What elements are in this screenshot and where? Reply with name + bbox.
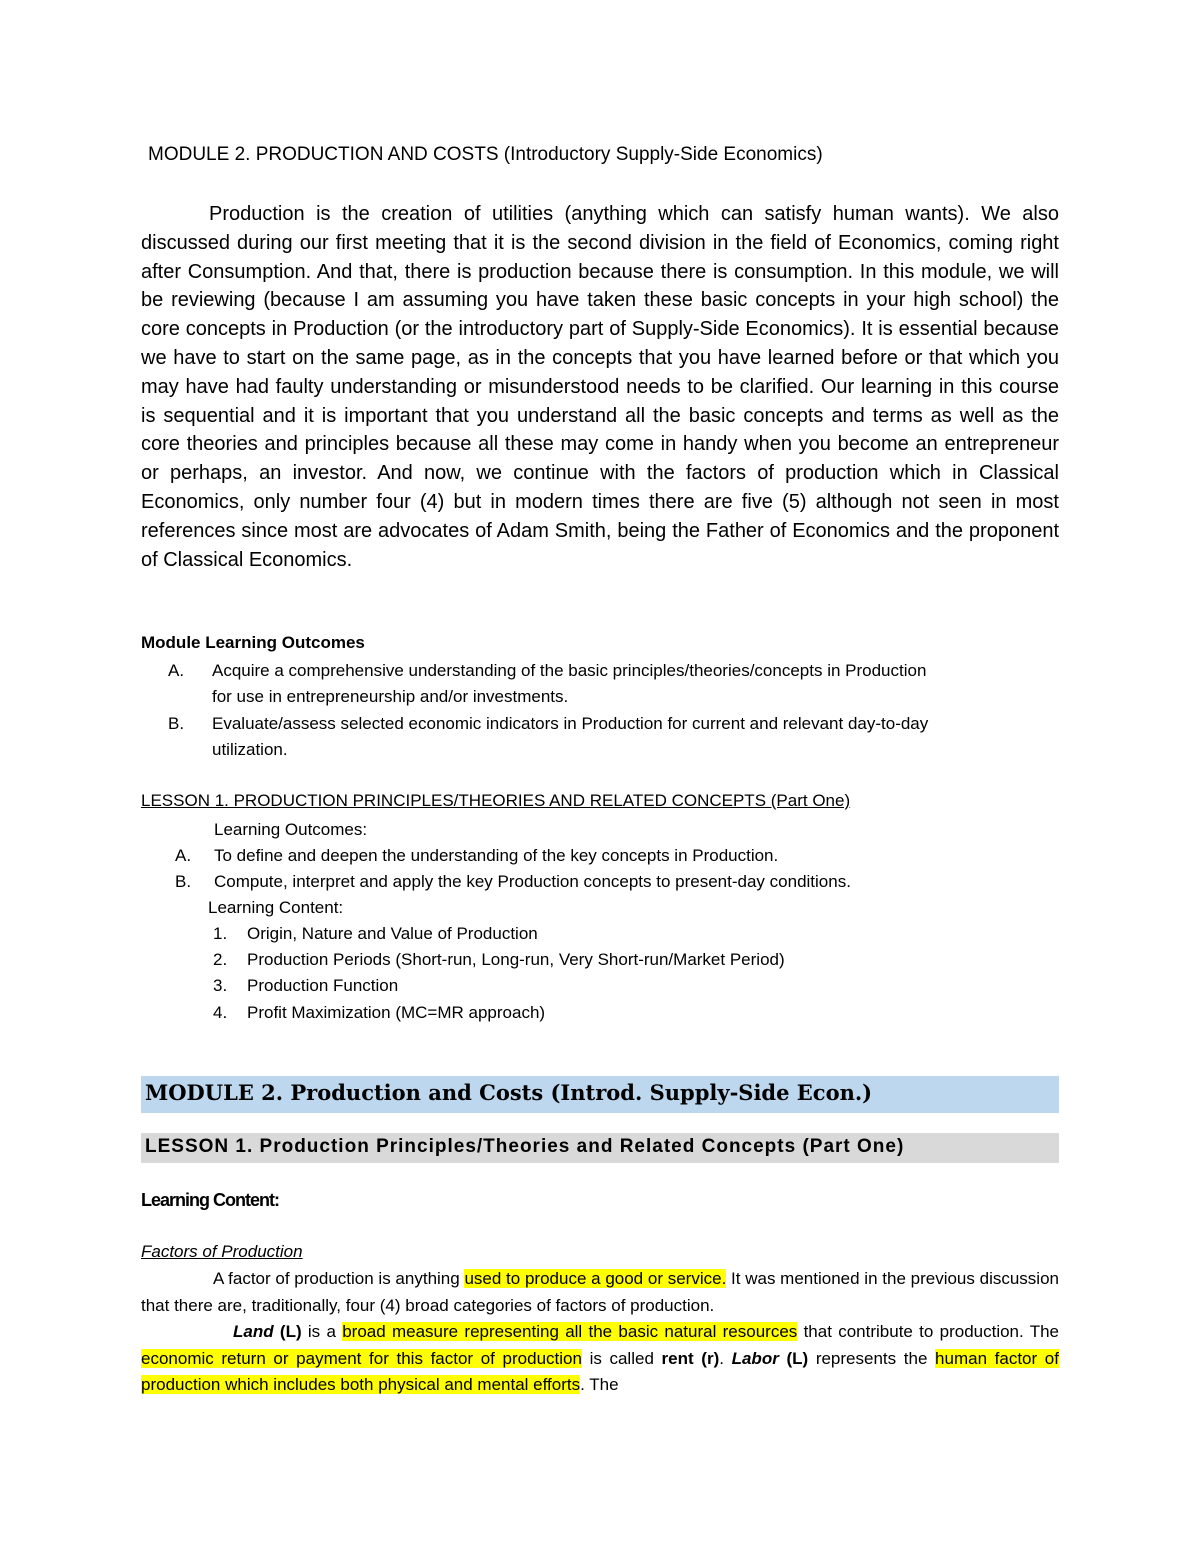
paragraph-land-labor — [141, 1319, 1059, 1399]
list-marker: B. — [175, 872, 192, 891]
module-title: MODULE 2. PRODUCTION AND COSTS (Introductory Supply-Side Economics) — [148, 144, 823, 165]
paragraph-factor-definition — [141, 1266, 1059, 1319]
factors-body — [141, 1266, 1059, 1399]
text-run: A factor of production is anything — [213, 1269, 465, 1288]
text-run: It was mentioned in the previous discussion that there are, traditionally, four (4) broad categories of factors of production. — [141, 1269, 1059, 1315]
learning-content-heading: Learning Content: — [141, 1190, 279, 1210]
list-item-text: Production Periods (Short-run, Long-run, Very Short-run/Market Period) — [247, 950, 785, 969]
list-marker: 2. — [213, 950, 228, 969]
highlighted-text: used to produce a good or service. — [464, 1269, 727, 1288]
list-item-text: Evaluate/assess selected economic indicators in Production for current and relevant day-to-day — [212, 714, 929, 733]
list-item — [213, 1000, 1053, 1026]
list-marker: 3. — [213, 976, 228, 995]
list-item-text: Production Function — [247, 976, 399, 995]
list-item — [213, 947, 1053, 973]
lesson-title: LESSON 1. PRODUCTION PRINCIPLES/THEORIES AND RELATED CONCEPTS (Part One) — [141, 791, 851, 810]
intro-paragraph: Production is the creation of utilities (anything which can satisfy human wants). We also discussed during our first meeting that it is the second division in the field of Economics, coming right after Consumption. And that, there is production because there is consumption. In this module, we will be reviewing (because I am assuming you have taken these basic concepts in your high school) the core concepts in Production (or the introductory part of Supply-Side Economics). It is essential because we have to start on the same page, as in the concepts that you have learned before or that which you may have had faulty understanding or misunderstood needs to be clarified. Our learning in this course is sequential and it is important that you understand all the basic concepts and terms as well as the core theories and principles because all these may come in handy when you become an entrepreneur or perhaps, an investor. And now, we continue with the factors of production which in Classical Economics, only number four (4) but in modern times there are five (5) although not seen in most references since most are advocates of Adam Smith, being the Father of Economics and the proponent of Classical Economics. — [141, 203, 1059, 571]
highlighted-text: broad measure representing all the basic natural resources — [342, 1322, 798, 1341]
list-item — [175, 869, 1055, 895]
text-run: that contribute to production. The — [797, 1322, 1060, 1341]
term-rent: rent (r) — [661, 1348, 720, 1368]
module-header-bar — [141, 1076, 1059, 1113]
list-item — [168, 711, 1068, 763]
list-item-text: Profit Maximization (MC=MR approach) — [247, 1003, 546, 1022]
list-item — [168, 658, 1068, 710]
lesson-header-text: LESSON 1. Production Principles/Theories and Related Concepts (Part One) — [145, 1136, 905, 1157]
text-run: represents the — [808, 1348, 936, 1368]
list-item-text: for use in entrepreneurship and/or investments. — [212, 687, 569, 706]
term-symbol: (L) — [279, 1322, 302, 1341]
lesson-header-bar — [141, 1133, 1059, 1163]
list-marker: A. — [175, 846, 192, 865]
list-marker: B. — [168, 714, 185, 733]
highlighted-text: human factor of production which includes both physical and mental efforts — [141, 1348, 1059, 1394]
text-run: is a — [301, 1322, 343, 1341]
text-run: . — [719, 1348, 732, 1368]
module-outcomes-heading: Module Learning Outcomes — [141, 633, 365, 652]
list-marker: A. — [168, 661, 185, 680]
list-marker: 4. — [213, 1003, 228, 1022]
list-item — [175, 843, 1055, 869]
learning-content-label: Learning Content: — [208, 898, 344, 917]
list-item — [213, 973, 1053, 999]
text-run: . The — [580, 1375, 619, 1394]
list-item-text: Compute, interpret and apply the key Production concepts to present-day conditions. — [214, 872, 851, 891]
list-item-text: Acquire a comprehensive understanding of the basic principles/theories/concepts in Production — [212, 661, 927, 680]
term-symbol: (L) — [786, 1348, 809, 1368]
list-item-text: To define and deepen the understanding of the key concepts in Production. — [214, 846, 779, 865]
factors-heading: Factors of Production — [141, 1242, 303, 1261]
module-header-text: MODULE 2. Production and Costs (Introd. Supply-Side Econ.) — [145, 1080, 873, 1105]
list-item-text: utilization. — [212, 740, 288, 759]
highlighted-text: economic return or payment for this factor of production — [141, 1348, 582, 1368]
text-run: is called — [581, 1348, 662, 1368]
learning-outcomes-label: Learning Outcomes: — [214, 820, 368, 839]
list-marker: 1. — [213, 924, 228, 943]
term-labor: Labor — [731, 1348, 779, 1368]
list-item — [213, 921, 1053, 947]
list-item-text: Origin, Nature and Value of Production — [247, 924, 538, 943]
term-land: Land — [233, 1322, 274, 1341]
